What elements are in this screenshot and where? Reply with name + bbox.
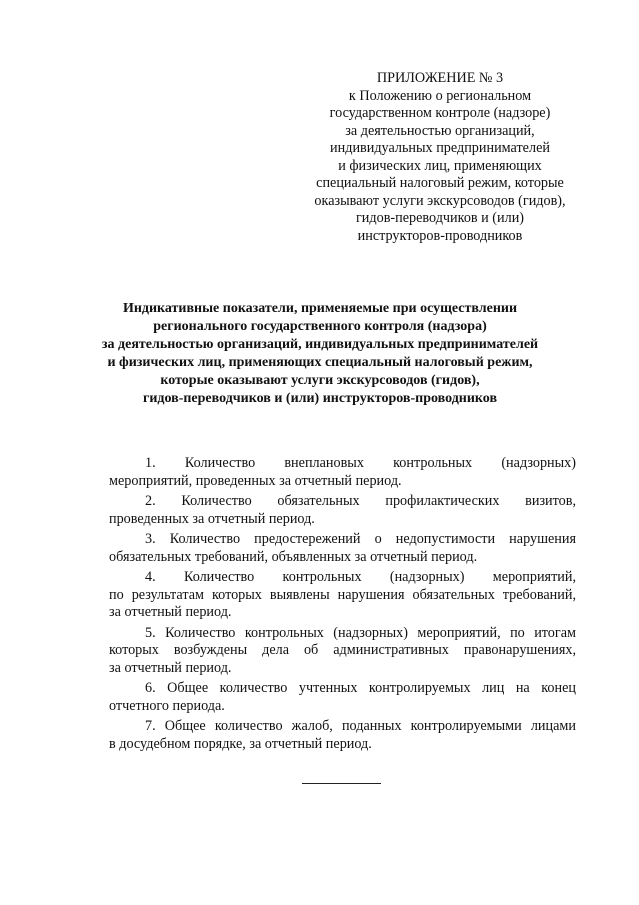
indicator-line: 7. Общее количество жалоб, поданных контролируемыми лицами xyxy=(145,718,576,734)
appendix-line: индивидуальных предпринимателей xyxy=(330,140,550,156)
indicator-line: по результатам которых выявлены нарушения обязательных требований, xyxy=(109,586,576,603)
appendix-line: гидов-переводчиков и (или) xyxy=(355,210,525,226)
indicator-item-4 xyxy=(109,569,576,622)
indicator-line: 1. Количество внеплановых контрольных (надзорных) xyxy=(145,455,576,471)
appendix-line: инструкторов-проводников xyxy=(357,227,523,244)
indicator-line: за отчетный период. xyxy=(109,659,232,676)
appendix-line: и физических лиц, применяющих xyxy=(338,157,542,174)
appendix-line: государственном контроле (надзоре) xyxy=(329,105,551,121)
indicator-line: которых возбуждены дела об административных правонарушениях, xyxy=(109,642,576,658)
indicator-item-6 xyxy=(109,680,576,715)
appendix-line: за деятельностью организаций, xyxy=(345,122,535,139)
heading-line: гидов-переводчиков и (или) инструкторов-проводников xyxy=(142,391,498,406)
indicator-line: отчетного периода. xyxy=(109,697,225,714)
appendix-line: оказывают услуги экскурсоводов (гидов), xyxy=(314,192,566,209)
appendix-title: ПРИЛОЖЕНИЕ № 3 xyxy=(376,70,504,86)
appendix-line: к Положению о региональном xyxy=(348,87,532,104)
indicator-item-3 xyxy=(109,531,576,566)
indicator-line: проведенных за отчетный период. xyxy=(109,510,315,527)
indicator-line: обязательных требований, объявленных за отчетный период. xyxy=(109,548,478,565)
heading-line: и физических лиц, применяющих специальный налоговый режим, xyxy=(107,355,533,370)
indicator-line: мероприятий, проведенных за отчетный период. xyxy=(109,472,402,489)
end-divider xyxy=(302,783,381,784)
indicator-item-7 xyxy=(109,718,576,753)
indicator-line: за отчетный период. xyxy=(109,604,232,620)
indicator-line: 3. Количество предостережений о недопустимости нарушения xyxy=(145,531,576,547)
indicator-line: 2. Количество обязательных профилактических визитов, xyxy=(145,493,576,509)
indicator-line: 5. Количество контрольных (надзорных) мероприятий, по итогам xyxy=(145,624,576,641)
indicators-list xyxy=(109,455,576,756)
heading-line: Индикативные показатели, применяемые при осуществлении xyxy=(122,301,518,316)
indicator-item-5 xyxy=(109,625,576,678)
appendix-header xyxy=(295,70,585,245)
indicator-item-1 xyxy=(109,455,576,490)
indicator-item-2 xyxy=(109,493,576,528)
indicator-line: 4. Количество контрольных (надзорных) мероприятий, xyxy=(145,569,576,585)
indicator-line: 6. Общее количество учтенных контролируемых лиц на конец xyxy=(145,680,576,696)
document-heading xyxy=(95,300,545,408)
appendix-line: специальный налоговый режим, которые xyxy=(316,175,564,191)
heading-line: которые оказывают услуги экскурсоводов (гидов), xyxy=(160,373,480,388)
heading-line: за деятельностью организаций, индивидуальных предпринимателей xyxy=(101,337,539,352)
heading-line: регионального государственного контроля (надзора) xyxy=(153,319,487,334)
indicator-line: в досудебном порядке, за отчетный период. xyxy=(109,735,372,752)
